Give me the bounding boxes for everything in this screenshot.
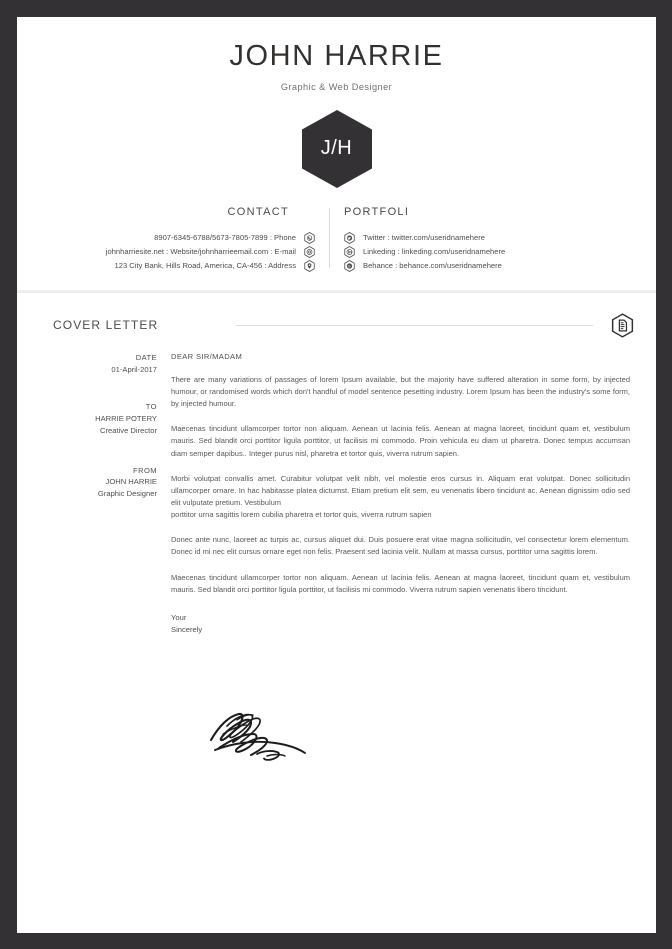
contact-row-address — [37, 260, 315, 272]
to-name: HARRIE POTERY — [95, 414, 157, 424]
contact-block — [37, 206, 329, 274]
contact-portfolio-section — [17, 206, 656, 274]
letter-paragraph: porttitor urna sagittis lorem cubilia pharetra et tortor quis, viverra rutrum sapien — [171, 510, 432, 520]
portfolio-row-behance — [344, 260, 634, 272]
portfolio-row-linkedin — [344, 246, 634, 258]
portfolio-linkedin-text: Linkeding : linkeding.com/useridnamehere — [363, 247, 506, 257]
letter-paragraph: There are many variations of passages of lorem Ipsum available, but the majority have suffered alteration in some form, by injected humour, or randomised words which don't handful of model sentence pesetting industry. Lorem Ipsum has been the industry's some form, by injected humour. — [171, 374, 630, 409]
letter-salutation: DEAR SIR/MADAM — [171, 351, 243, 361]
contact-row-phone — [37, 232, 315, 244]
letter-paragraph: Maecenas tincidunt ullamcorper tortor non aliquam. Aenean ut lacinia felis. Aenean at magna laoreet, tincidunt quam et, vestibulum mauris. Sed blandit orci porttitor ligula porttitor, ut facilisis mi commodo. Viverra rutrum sapien venenatis libero tincidunt. — [171, 572, 630, 594]
from-label: FROM — [133, 465, 157, 475]
letter-meta-column — [53, 352, 171, 636]
email-hex-icon — [304, 246, 315, 258]
hexagon-logo — [300, 109, 374, 189]
date-label: DATE — [135, 352, 157, 362]
phone-hex-icon — [304, 232, 315, 244]
header — [17, 17, 656, 92]
contact-phone-text: 8907-6345-6788/5673-7805-7899 : Phone — [154, 233, 296, 243]
meta-from — [53, 465, 157, 500]
from-name: JOHN HARRIE — [105, 477, 157, 487]
letter-paragraph: Maecenas tincidunt ullamcorper tortor non aliquam. Aenean ut lacinia felis. Aenean at magna laoreet, tincidunt quam et, vestibulum mauris. Sed blandit orci porttitor ligula porttitor, ut facilisis mi commodo. Proin vehicula eu diam ut pharetra. Donec tempus accumsan diam semper dapibus.. Integer purus nisl, pharetra et tortor quis, viverra rutrum sapien. — [171, 424, 630, 458]
meta-to — [53, 401, 157, 436]
to-label: TO — [145, 402, 157, 412]
date-value: 01-April-2017 — [111, 364, 157, 374]
to-role: Creative Director — [100, 425, 157, 435]
portfolio-heading: PORTFOLI — [344, 205, 410, 218]
behance-hex-icon — [344, 260, 355, 272]
header-subtitle: Graphic & Web Designer — [280, 81, 393, 92]
svg-text:B: B — [348, 264, 351, 269]
letter-paragraph: Morbi volutpat convallis amet. Curabitur volutpat velit nibh, vel molestie eros cursus in. Aliquam erat volutpat. Donec sollicitudin ullamcorper ornare. In hac habitasse platea dictumst. Etiam pretium elit sem, eu venenatis libero tincidunt ac. Aenean dignissim odio sed elit vulputate pretium. Vestibulum — [171, 473, 630, 508]
contact-email-text: johnharriesite.net : Website/johnharrieemail.com : E-mail — [105, 247, 296, 257]
contact-address-text: 123 City Bank, Hills Road, America, CA-456 : Address — [114, 261, 296, 271]
portfolio-twitter-text: Twitter : twitter.com/useridnamehere — [363, 233, 485, 243]
linkedin-hex-icon — [344, 246, 355, 258]
document-hex-icon — [611, 313, 634, 338]
signature-scribble-icon — [197, 710, 317, 765]
page-title: JOHN HARRIE — [229, 40, 444, 72]
meta-date — [53, 352, 157, 376]
document-page — [17, 17, 656, 933]
letter-body-column — [171, 352, 630, 636]
cover-letter-title: COVER LETTER — [53, 318, 159, 333]
logo-initials: J/H — [320, 137, 353, 160]
logo-container — [17, 109, 656, 189]
portfolio-behance-text: Behance : behance.com/useridnamehere — [363, 261, 502, 271]
portfolio-row-twitter — [344, 232, 634, 244]
location-hex-icon — [304, 260, 315, 272]
closing-line-2: Sincerely — [171, 625, 203, 634]
cover-letter-rule — [236, 325, 593, 326]
portfolio-block — [330, 206, 634, 274]
signature-area — [17, 710, 656, 765]
section-separator-band — [17, 290, 656, 293]
contact-heading: CONTACT — [227, 205, 289, 218]
letter-paragraph: Donec ante nunc, laoreet ac turpis ac, cursus aliquet dui. Duis posuere erat vitae magna sollicitudin, vel consectetur lorem elementum. Donec id mi nec elit cursus ornare eget non felis. Praesent sed lacinia velit. Nullam at massa cursus, porttitor urna sagittis lorem. — [171, 535, 630, 557]
cover-letter-header — [17, 313, 656, 338]
contact-row-email — [37, 246, 315, 258]
letter-content — [17, 352, 656, 636]
from-role: Graphic Designer — [97, 489, 157, 499]
twitter-hex-icon — [344, 232, 355, 244]
closing-line-1: Your — [171, 612, 187, 622]
